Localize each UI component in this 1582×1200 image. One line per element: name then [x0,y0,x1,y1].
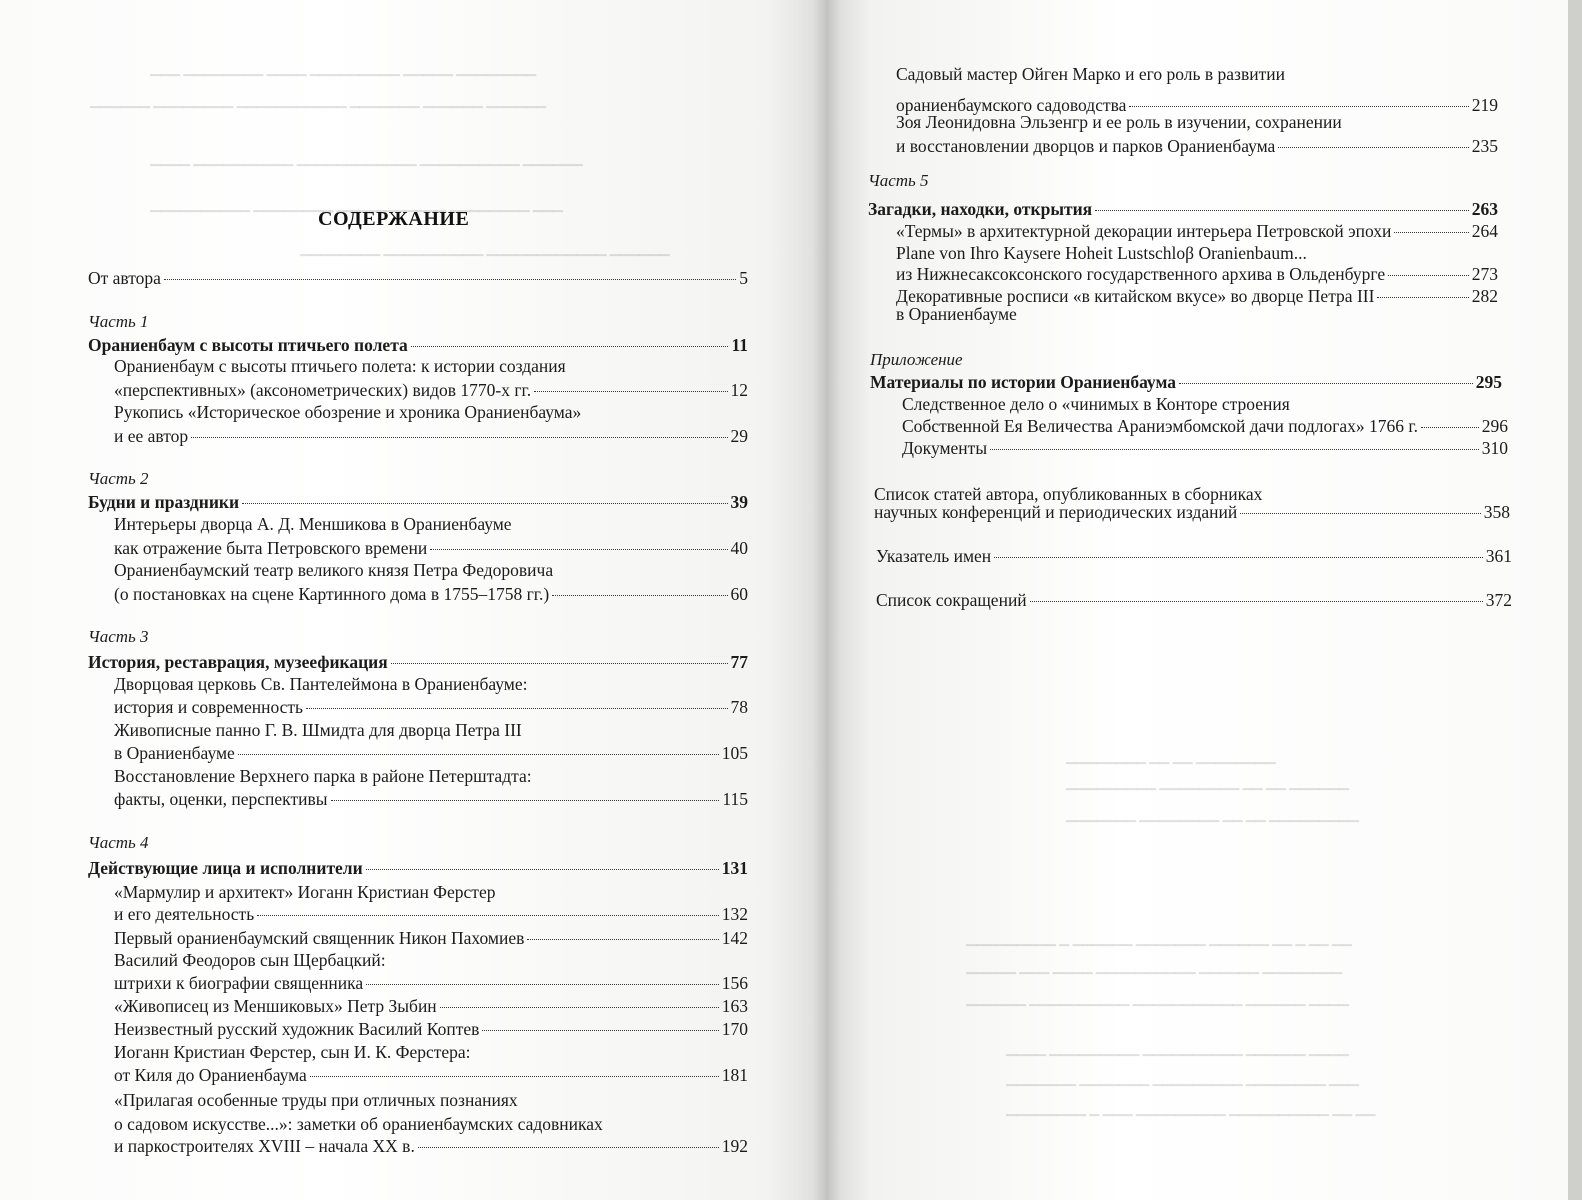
page-number: 264 [1471,221,1498,241]
toc-entry-line[interactable]: Рукопись «Историческое обозрение и хроника Ораниенбаума» [114,402,582,422]
page-number: 263 [1471,199,1498,219]
toc-entry-line[interactable]: Следственное дело о «чинимых в Конторе строения [902,394,1290,414]
show-through-text: ▁▁▁▁▁▁▁ ▁▁▁▁▁▁▁▁ ▁▁ ▁▁ ▁▁▁▁▁▁▁▁▁ [1066,807,1359,822]
toc-entry-line[interactable]: «Прилагая особенные труды при отличных познаниях [114,1090,518,1110]
toc-entry-line[interactable]: «Мармулир и архитект» Иоганн Кристиан Ферстер [114,882,496,902]
toc-entry[interactable]: «Живописец из Меншиковых» Петр Зыбин 163 [114,996,748,1016]
leader-dots [1240,512,1481,514]
page-number: 273 [1471,264,1498,284]
leader-dots [527,938,718,940]
page-number: 372 [1485,590,1512,610]
leader-dots [306,707,727,709]
leader-dots [990,448,1479,450]
leader-dots [430,548,727,550]
show-through-text: ▁▁▁▁▁▁▁▁▁ ▁▁▁▁▁▁▁▁ ▁▁ ▁▁ ▁▁▁▁▁▁ [1066,775,1349,790]
page-number: 295 [1475,372,1502,392]
leader-dots [1377,296,1468,298]
toc-entry[interactable]: и ее автор 29 [114,426,748,446]
page-number: 115 [722,789,748,809]
toc-entry[interactable]: (о постановках на сцене Картинного дома в 1755–1758 гг.) 60 [114,584,748,604]
page-number: 192 [721,1136,748,1156]
show-through-text: ▁▁▁▁▁▁▁▁▁ ▁ ▁▁▁▁▁▁ ▁▁▁▁▁▁▁ ▁▁▁▁▁▁ ▁▁ ▁ ▁▁ ▁▁ [966,931,1352,946]
toc-entry[interactable]: научных конференций и периодических изданий 358 [874,502,1510,522]
part-heading[interactable]: Действующие лица и исполнители 131 [88,858,748,878]
toc-entry[interactable]: Декоративные росписи «в китайском вкусе» во дворце Петра III 282 [896,286,1498,306]
leader-dots [1394,231,1468,233]
toc-entry[interactable]: штрихи к биографии священника 156 [114,973,748,993]
toc-entry-from-author[interactable]: От автора 5 [88,268,748,288]
leader-dots [411,345,729,347]
show-through-text: ▁▁▁ ▁▁▁▁▁▁▁▁ ▁▁▁▁ ▁▁▁▁▁▁▁▁▁ ▁▁▁▁▁ ▁▁▁▁▁▁▁▁ [150,61,537,76]
page-number: 170 [721,1019,748,1039]
show-through-text: ▁▁▁▁▁▁▁▁ ▁▁ ▁▁ ▁▁▁▁▁▁▁▁ [1066,749,1276,764]
leader-dots [310,1075,719,1077]
page-number: 131 [721,858,748,878]
toc-entry-line[interactable]: Ораниенбаумский театр великого князя Петра Федоровича [114,560,554,580]
page-number: 12 [730,380,748,400]
part-heading[interactable]: Материалы по истории Ораниенбаума 295 [870,372,1502,392]
part-heading[interactable]: Будни и праздники 39 [88,492,748,512]
leader-dots [534,390,727,392]
part-heading[interactable]: История, реставрация, музеефикация 77 [88,652,748,672]
page-edge [1568,0,1582,1200]
toc-entry-line[interactable]: Дворцовая церковь Св. Пантелеймона в Ораниенбауме: [114,674,528,694]
leader-dots [242,502,727,504]
leader-dots [1421,426,1479,428]
toc-entry[interactable]: Собственной Ея Величества Араниэмбомской дачи подлогах» 1766 г. 296 [902,416,1508,436]
toc-entry[interactable]: Неизвестный русский художник Василий Коптев 170 [114,1019,748,1039]
toc-entry-line[interactable]: Восстановление Верхнего парка в районе Петерштадта: [114,766,532,786]
toc-entry-line[interactable]: в Ораниенбауме [896,304,1017,324]
leader-dots [191,436,727,438]
toc-entry[interactable]: и его деятельность 132 [114,904,748,924]
toc-entry[interactable]: Документы 310 [902,438,1508,458]
leader-dots [1030,600,1483,602]
toc-entry-line[interactable]: Интерьеры дворца А. Д. Меншикова в Ораниенбауме [114,514,512,534]
toc-entry[interactable]: от Киля до Ораниенбаума 181 [114,1065,748,1085]
page-number: 181 [721,1065,748,1085]
show-through-text: ▁▁▁▁▁▁▁ ▁▁▁▁▁▁▁ ▁▁▁▁▁▁▁▁▁ ▁▁▁▁▁▁▁▁ ▁▁▁ [1006,1071,1359,1086]
part-label: Приложение [870,350,963,369]
page-number: 282 [1471,286,1498,306]
leader-dots [1129,105,1468,107]
page-number: 105 [721,743,748,763]
leader-dots [418,1146,719,1148]
toc-entry-line[interactable]: Живописные панно Г. В. Шмидта для дворца Петра III [114,720,522,740]
toc-entry[interactable]: «перспективных» (аксонометрических) видов 1770-х гг. 12 [114,380,748,400]
page-number: 60 [730,584,748,604]
leader-dots [257,914,719,916]
leader-dots [1388,274,1469,276]
show-through-text: ▁▁▁▁▁▁▁▁▁▁ ▁▁▁▁▁▁▁▁ ▁▁▁▁▁▁▁▁▁▁▁ ▁▁▁▁▁▁▁▁ ▁▁▁ [150,197,563,212]
show-through-text: ▁▁▁▁▁▁ ▁▁▁▁▁▁▁▁ ▁▁▁▁▁▁▁▁▁▁▁ ▁▁▁▁▁▁▁ ▁▁▁▁▁▁ ▁▁▁▁▁▁ [90,93,547,108]
leader-dots [994,556,1483,558]
toc-entry[interactable]: ораниенбаумского садоводства 219 [896,95,1498,115]
part-label: Часть 3 [88,627,149,646]
toc-entry[interactable]: Первый ораниенбаумский священник Никон Пахомиев 142 [114,928,748,948]
show-through-text: ▁▁▁▁▁▁▁▁ ▁ ▁▁▁ ▁▁▁▁▁▁▁▁▁ ▁▁▁▁▁▁▁▁▁▁ ▁▁ ▁▁ [1006,1101,1376,1116]
leader-dots [552,594,727,596]
page-number: 77 [730,652,748,672]
part-label: Часть 5 [868,171,929,190]
page-number: 156 [721,973,748,993]
toc-entry-line[interactable]: Садовый мастер Ойген Марко и его роль в развитии [896,64,1285,84]
page-number: 142 [721,928,748,948]
page-number: 296 [1481,416,1508,436]
toc-entry-line[interactable]: Зоя Леонидовна Эльзенгр и ее роль в изучении, сохранении [896,112,1342,132]
part-heading[interactable]: Ораниенбаум с высоты птичьего полета 11 [88,335,748,355]
leader-dots [238,753,719,755]
part-heading[interactable]: Загадки, находки, открытия 263 [868,199,1498,219]
show-through-text: ▁▁▁▁▁▁ ▁▁▁▁▁▁▁▁▁▁ ▁▁▁▁▁▁▁▁▁▁▁ ▁▁▁▁▁▁ ▁▁▁▁ [966,991,1349,1006]
page-number: 163 [721,996,748,1016]
leader-dots [164,278,736,280]
toc-entry[interactable]: из Нижнесаксоксонского государственного архива в Ольденбурге 273 [896,264,1498,284]
leader-dots [1278,146,1468,148]
page-number: 29 [730,426,748,446]
show-through-text: ▁▁▁▁ ▁▁▁▁▁▁▁▁▁▁ ▁▁▁▁▁▁▁▁▁▁▁▁ ▁▁▁▁▁▁▁▁▁▁ ▁▁▁▁▁▁ [150,151,583,166]
toc-entry-line[interactable]: о садовом искусстве...»: заметки об ораниенбаумских садовниках [114,1114,603,1134]
leader-dots [1179,382,1473,384]
page-number: 40 [730,538,748,558]
leader-dots [366,983,719,985]
page-number: 78 [730,697,748,717]
page-number: 235 [1471,136,1498,156]
part-label: Часть 2 [88,469,149,488]
leader-dots [391,662,728,664]
toc-entry[interactable]: и восстановлении дворцов и парков Ораниенбаума 235 [896,136,1498,156]
leader-dots [1095,209,1469,211]
toc-entry-line[interactable]: Plane von Ihro Kaysere Hoheit Lustschloβ Oranienbaum... [896,243,1307,263]
part-label: Часть 4 [88,833,149,852]
leader-dots [482,1029,718,1031]
toc-entry-line[interactable]: Иоганн Кристиан Ферстер, сын И. К. Ферстера: [114,1042,471,1062]
page-number: 219 [1471,95,1498,115]
toc-entry[interactable]: в Ораниенбауме 105 [114,743,748,763]
page-number: 310 [1481,438,1508,458]
leader-dots [331,799,720,801]
show-through-text: ▁▁▁▁▁▁▁▁ ▁▁▁▁▁▁▁▁▁▁ ▁▁▁▁▁▁▁▁▁▁▁▁ ▁▁▁▁▁▁ [300,241,670,256]
toc-entry[interactable]: и паркостроителях XVIII – начала XX в. 192 [114,1136,748,1156]
page-number: 39 [730,492,748,512]
part-label: Часть 1 [88,312,149,331]
page-number: 11 [731,335,748,355]
show-through-text: ▁▁▁▁▁ ▁▁▁ ▁▁▁▁ ▁▁▁▁▁▁▁▁▁▁ ▁▁▁▁▁▁ ▁▁▁▁▁▁▁▁ [966,959,1343,974]
page-number: 132 [721,904,748,924]
toc-entry-line[interactable]: Ораниенбаум с высоты птичьего полета: к истории создания [114,356,566,376]
page-number: 358 [1483,502,1510,522]
book-gutter [812,0,840,1200]
page-number: 361 [1485,546,1512,566]
leader-dots [366,868,719,870]
toc-entry[interactable]: как отражение быта Петровского времени 40 [114,538,748,558]
toc-entry-name-index[interactable]: Указатель имен 361 [876,546,1512,566]
toc-title: СОДЕРЖАНИЕ [318,208,470,230]
toc-entry[interactable]: «Термы» в архитектурной декорации интерьера Петровской эпохи 264 [896,221,1498,241]
page-number: 5 [739,268,748,288]
show-through-text: ▁▁▁▁ ▁▁▁▁▁▁▁▁▁ ▁▁▁▁▁▁▁▁▁▁ ▁▁▁▁▁▁ ▁▁▁▁ [1006,1041,1349,1056]
toc-entry[interactable]: история и современность 78 [114,697,748,717]
toc-entry-abbreviations[interactable]: Список сокращений 372 [876,590,1512,610]
leader-dots [440,1006,719,1008]
toc-entry[interactable]: факты, оценки, перспективы 115 [114,789,748,809]
toc-entry-line[interactable]: Василий Феодоров сын Щербацкий: [114,950,386,970]
toc-entry-line[interactable]: Список статей автора, опубликованных в сборниках [874,484,1263,504]
